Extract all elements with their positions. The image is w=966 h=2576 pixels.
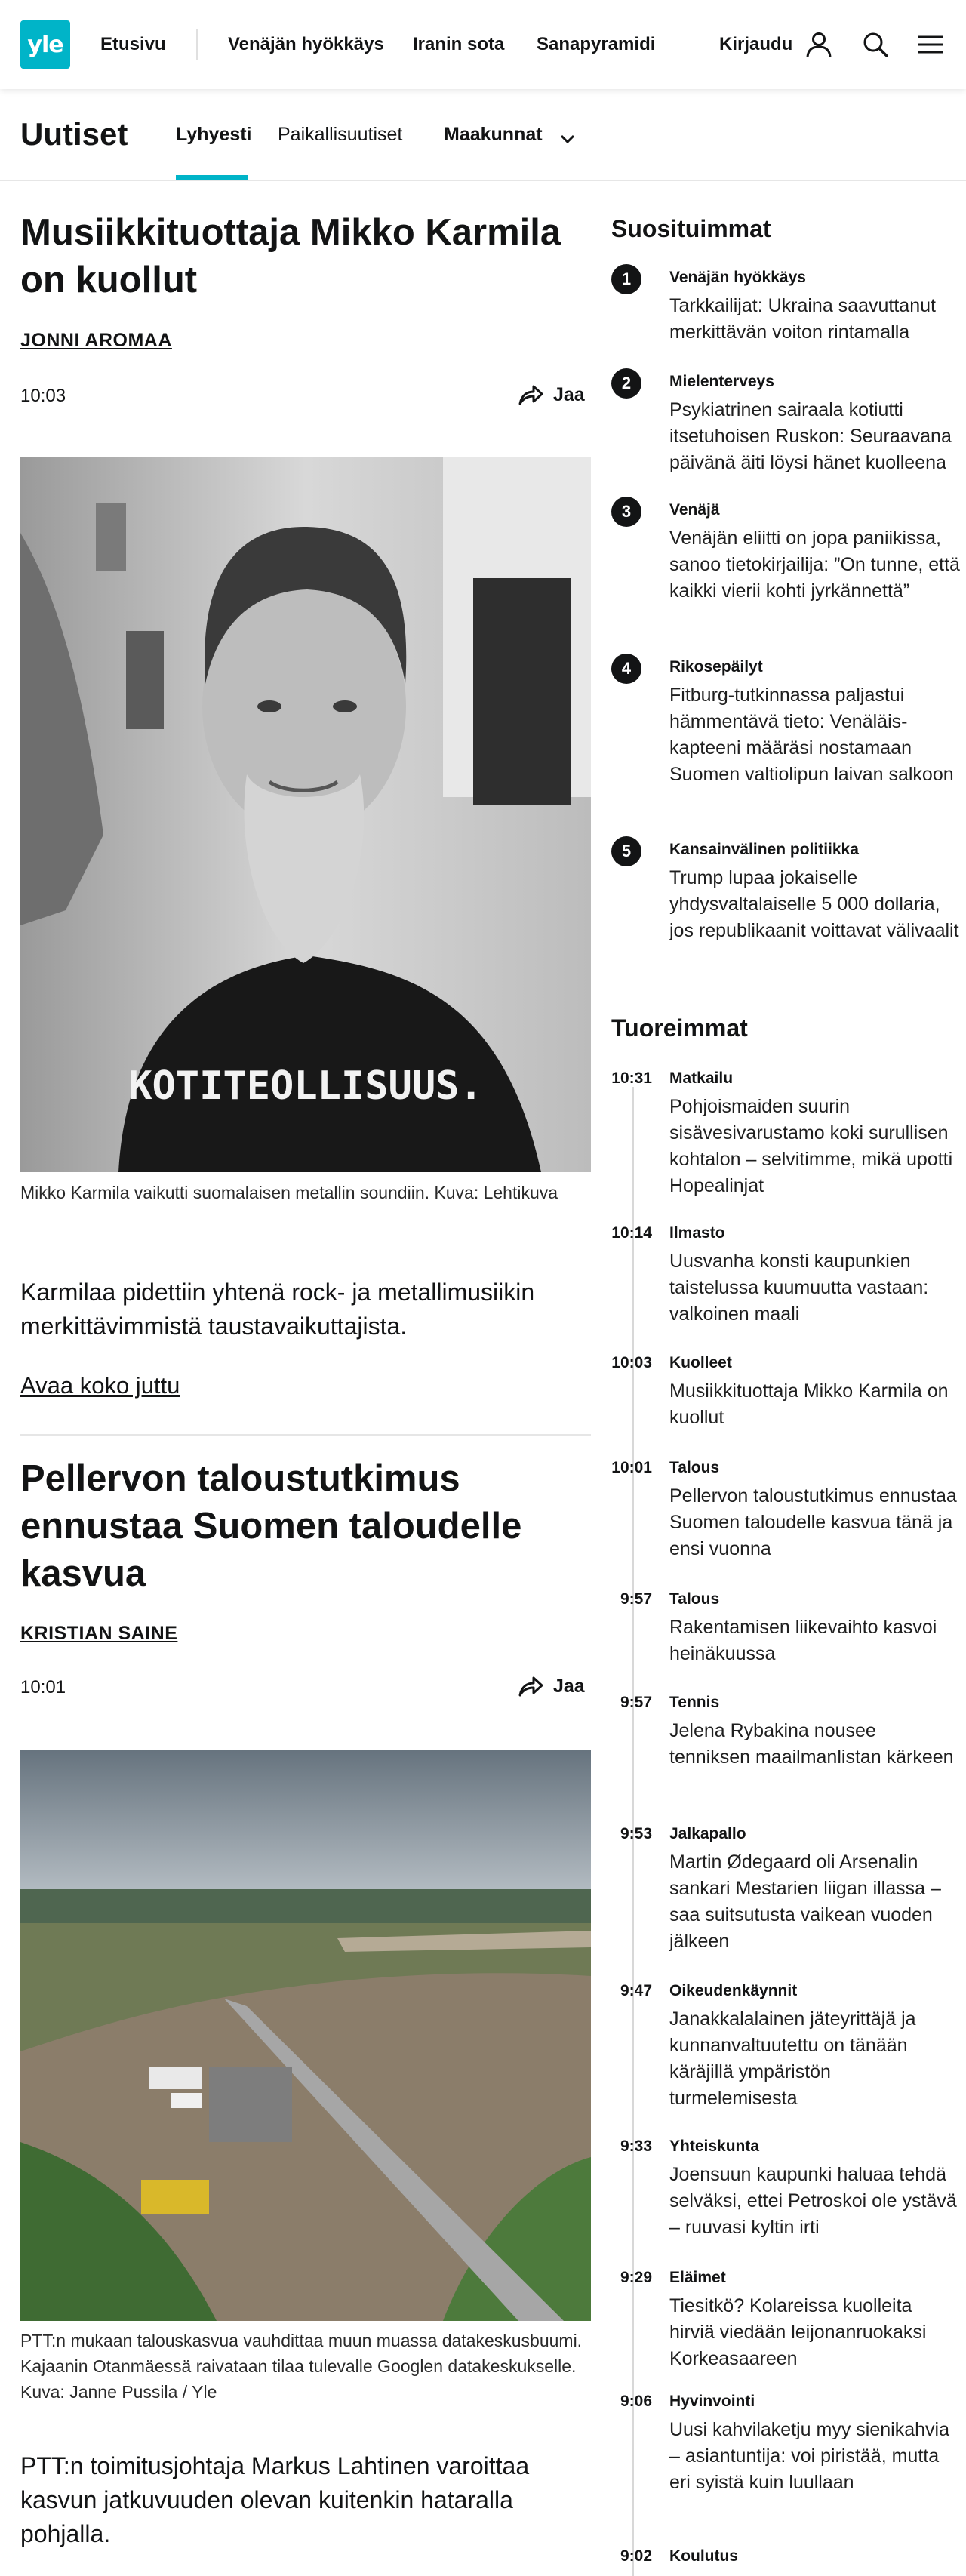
nav-divider (196, 29, 198, 60)
latest-headline[interactable]: Jelena Rybakina nousee tenniksen maailmanlistan kärkeen (669, 1720, 954, 1768)
popular-item[interactable] (611, 264, 958, 355)
menu-icon[interactable] (914, 28, 947, 61)
read-more-link[interactable]: Avaa koko juttu (20, 1372, 180, 1399)
latest-headline[interactable]: Pohjoismaiden suurin sisävesivarustamo koki surullisen kohtalon – selvitimme, mikä upotti Hopealinjat (669, 1096, 953, 1196)
article-lead: Karmilaa pidettiin yhtenä rock- ja metallimusiikin merkittävimmistä taustavaikuttajista. (20, 1279, 535, 1340)
popular-category: Kansainvälinen politiikka (669, 841, 859, 858)
latest-time: 9:53 (620, 1825, 652, 1842)
article-title[interactable]: Musiikkituottaja Mikko Karmila on kuollut (20, 212, 561, 300)
latest-category: Kuolleet (669, 1354, 732, 1371)
popular-category: Venäjän hyökkäys (669, 269, 806, 286)
popular-title: Suosituimmat (611, 215, 771, 242)
article-photo-aerial[interactable] (20, 1750, 591, 2321)
article-title[interactable]: Pellervon taloustutkimus ennustaa Suomen taloudelle kasvua (20, 1458, 522, 1594)
search-icon[interactable] (859, 28, 892, 61)
active-tab-indicator (176, 175, 248, 180)
latest-category: Talous (669, 1590, 720, 1608)
latest-category: Jalkapallo (669, 1825, 746, 1842)
latest-headline[interactable]: Martin Ødegaard oli Arsenalin sankari Mestarien liigan illassa – saa suitsutusta vaikean vuoden jälkeen (669, 1851, 941, 1952)
latest-category: Tennis (669, 1694, 720, 1711)
share-button[interactable]: Jaa (517, 383, 585, 407)
nav-venajan-hyokkays[interactable]: Venäjän hyökkäys (228, 34, 384, 54)
latest-category: Koulutus (669, 2547, 738, 2565)
latest-title: Tuoreimmat (611, 1014, 748, 1042)
latest-headline[interactable]: Tiesitkö? Kolareissa kuolleita hirviä viedään leijonanruokaksi Korkeasaareen (669, 2295, 927, 2369)
rank-badge: 4 (611, 654, 641, 684)
latest-time: 9:47 (620, 1982, 652, 1999)
latest-time: 10:14 (611, 1224, 652, 1242)
popular-item[interactable] (611, 497, 958, 640)
share-icon (517, 383, 544, 407)
popular-headline[interactable]: Psykiatrinen sairaala kotiutti itsetuhoisen Ruskon: Seuraavana päivänä äiti löysi hänet kuolleena (669, 399, 952, 473)
latest-time: 10:31 (611, 1069, 652, 1087)
latest-time: 10:03 (611, 1354, 652, 1371)
shirt-print: KOTITEOLLISUUS. (128, 1063, 483, 1109)
popular-category: Rikosepäilyt (669, 658, 763, 676)
section-bar (0, 89, 966, 181)
rank-badge: 3 (611, 497, 641, 527)
popular-headline[interactable]: Tarkkailijat: Ukraina saavuttanut merkittävän voiton rintamalla (669, 295, 936, 343)
latest-time: 9:33 (620, 2137, 652, 2155)
article-time: 10:01 (20, 1677, 66, 1697)
latest-time: 9:06 (620, 2393, 652, 2410)
article-photo-portrait[interactable] (20, 457, 591, 1172)
latest-category: Ilmasto (669, 1224, 725, 1242)
top-bar (0, 0, 966, 89)
tab-lyhyesti[interactable]: Lyhyesti (176, 124, 252, 145)
photo-caption: PTT:n mukaan talouskasvua vauhdittaa muun muassa datakeskusbuumi. Kajaanin Otanmäessä raivataan tilaa tulevalle Googlen datakeskukselle. Kuva: Janne Pussila / Yle (20, 2331, 583, 2402)
article-divider (20, 1434, 591, 1436)
popular-headline[interactable]: Venäjän eliitti on jopa paniikissa, sanoo tietokirjailija: ”On tunne, että kaikki vierii kohti jyrkännettä” (669, 528, 960, 602)
latest-headline[interactable]: Musiikkituottaja Mikko Karmila on kuollut (669, 1380, 949, 1428)
tab-paikallisuutiset[interactable]: Paikallisuutiset (278, 124, 403, 145)
rank-badge: 1 (611, 264, 641, 294)
login-link[interactable]: Kirjaudu (719, 34, 793, 54)
popular-item[interactable] (611, 836, 958, 980)
latest-time: 9:57 (620, 1694, 652, 1711)
nav-iranin-sota[interactable]: Iranin sota (413, 34, 505, 54)
latest-category: Oikeudenkäynnit (669, 1982, 798, 1999)
latest-category: Eläimet (669, 2269, 726, 2286)
latest-headline[interactable]: Joensuun kaupunki haluaa tehdä selväksi, ettei Petroskoi ole ystävä – ruuvasi kyltin irti (669, 2164, 957, 2238)
article-lead: PTT:n toimitusjohtaja Markus Lahtinen varoittaa kasvun jatkuvuuden olevan kuitenkin hataralla pohjalla. (20, 2452, 530, 2547)
article-author[interactable]: JONNI AROMAA (20, 330, 172, 351)
nav-sanapyramidi[interactable]: Sanapyramidi (537, 34, 656, 54)
tab-maakunnat[interactable]: Maakunnat (444, 124, 543, 145)
latest-time: 9:57 (620, 1590, 652, 1608)
nav-etusivu[interactable]: Etusivu (100, 34, 166, 54)
popular-item[interactable] (611, 368, 958, 482)
yle-logo[interactable]: yle (20, 20, 70, 69)
latest-category: Hyvinvointi (669, 2393, 755, 2410)
latest-time: 10:01 (611, 1459, 652, 1476)
latest-headline[interactable]: Uusi kahvilaketju myy sienikahvia – asiantuntija: voi piristää, mutta eri syistä kuin luullaan (669, 2419, 949, 2493)
rank-badge: 5 (611, 836, 641, 866)
latest-category: Talous (669, 1459, 720, 1476)
latest-category: Matkailu (669, 1069, 734, 1087)
latest-headline[interactable]: Uusvanha konsti kaupunkien taistelussa kuumuutta vastaan: valkoinen maali (669, 1251, 929, 1325)
share-button[interactable]: Jaa (517, 1674, 585, 1698)
popular-headline[interactable]: Trump lupaa jokaiselle yhdysvaltalaiselle 5 000 dollaria, jos republikaanit voittavat välivaalit (669, 867, 959, 941)
latest-headline[interactable]: Rakentamisen liikevaihto kasvoi heinäkuussa (669, 1617, 937, 1664)
latest-headline[interactable]: Pellervon taloustutkimus ennustaa Suomen taloudelle kasvua tänä ja ensi vuonna (669, 1485, 957, 1559)
rank-badge: 2 (611, 368, 641, 399)
article-author[interactable]: KRISTIAN SAINE (20, 1623, 178, 1644)
chevron-down-icon[interactable] (557, 128, 578, 149)
popular-headline[interactable]: Fitburg-tutkinnassa paljastui hämmentävä tieto: Venäläiskapteeni määräsi nostamaan Suomen valtiolipun laivan salkoon (669, 685, 954, 785)
latest-time: 9:29 (620, 2269, 652, 2286)
article-time: 10:03 (20, 386, 66, 406)
popular-category: Venäjä (669, 501, 720, 519)
share-icon (517, 1674, 544, 1698)
latest-category: Yhteiskunta (669, 2137, 760, 2155)
popular-item[interactable] (611, 654, 958, 820)
popular-category: Mielenterveys (669, 373, 774, 390)
latest-time: 9:02 (620, 2547, 652, 2565)
user-icon[interactable] (802, 28, 835, 61)
photo-caption: Mikko Karmila vaikutti suomalaisen metallin soundiin. Kuva: Lehtikuva (20, 1183, 558, 1202)
latest-headline[interactable]: Janakkalalainen jäteyrittäjä ja kunnanvaltuutettu on tänään käräjillä ympäristön turmelemisesta (669, 2008, 916, 2109)
section-title[interactable]: Uutiset (20, 116, 128, 152)
